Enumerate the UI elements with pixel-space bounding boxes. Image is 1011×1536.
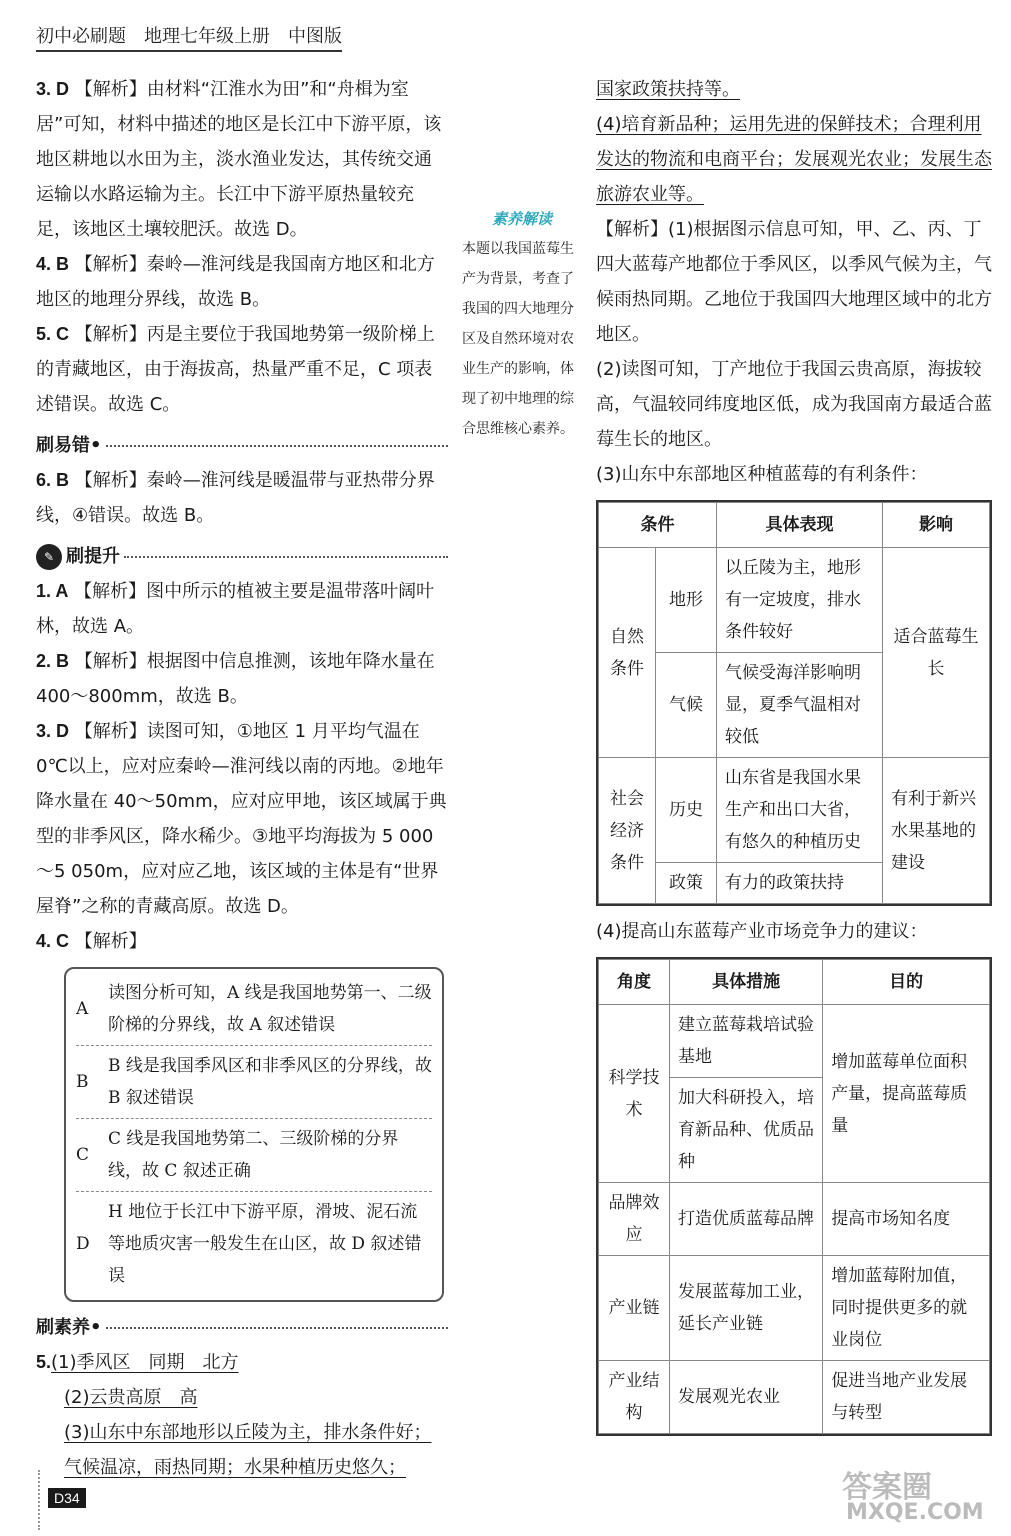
answer-c1: 5.(1)季风区 同期 北方 <box>36 1352 239 1373</box>
watermark-url: MXQE.COM <box>846 1500 984 1525</box>
table-row: 产业链 发展蓝莓加工业，延长产业链 增加蓝莓附加值，同时提供更多的就业岗位 <box>599 1256 990 1361</box>
right-p4: (3)山东中东部地区种植蓝莓的有利条件： <box>596 464 928 485</box>
table-row: 加大科研投入，培育新品种、优质品种 <box>599 1078 990 1183</box>
right-p3: (2)读图可知，丁产地位于我国云贵高原，海拔较高，气温较同纬度地区低，成为我国南方最适合蓝莓生长的地区。 <box>596 359 992 450</box>
left-column <box>36 72 448 1485</box>
conditions-table: 条件 具体表现 影响 自然条件 地形 以丘陵为主，地形有一定坡度，排水条件较好 适合蓝莓生长 气候 气候受海洋影响明显，夏季气温相对较低 社会经济条件 历史 山东省是我国水果生产和出口大省，有悠久的种植历史 有利于新兴水果基地的建设 政策 有力的政策扶持 <box>596 500 992 906</box>
answer-3: 3. D 【解析】由材料“江淮水为田”和“舟楫为室居”可知，材料中描述的地区是长江中下游平原，该地区耕地以水田为主，淡水渔业发达，其传统交通运输以水路运输为主。长江中下游平原热量较充足，该地区土壤较肥沃。故选 D。 <box>36 79 442 240</box>
right-column <box>596 72 992 1436</box>
table-row: 产业结构 发展观光农业 促进当地产业发展与转型 <box>599 1361 990 1434</box>
right-p2: 【解析】(1)根据图示信息可知，甲、乙、丙、丁四大蓝莓产地都位于季风区，以季风气候为主，气候雨热同期。乙地位于我国四大地理区域中的北方地区。 <box>596 219 992 345</box>
answer-b1: 1. A 【解析】图中所示的植被主要是温带落叶阔叶林，故选 A。 <box>36 581 435 637</box>
answer-6: 6. B 【解析】秦岭—淮河线是暖温带与亚热带分界线，④错误。故选 B。 <box>36 470 435 526</box>
option-b: B B 线是我国季风区和非季风区的分界线，故 B 叙述错误 <box>76 1046 432 1119</box>
page-number: D34 <box>48 1488 86 1508</box>
table-row: 政策 有力的政策扶持 <box>599 863 990 904</box>
answer-c1-line3: (3)山东中东部地形以丘陵为主，排水条件好；气候温凉，雨热同期；水果种植历史悠久； <box>64 1422 432 1478</box>
option-d: D H 地位于长江中下游平原，滑坡、泥石流等地质灾害一般发生在山区，故 D 叙述错误 <box>76 1202 422 1286</box>
right-p1: (4)培育新品种；运用先进的保鲜技术；合理利用发达的物流和电商平台；发展观光农业；发展生态旅游农业等。 <box>596 114 992 205</box>
margin-dots <box>38 1470 40 1530</box>
sidebar-text: 本题以我国蓝莓生产为背景，考查了我国的四大地理分区及自然环境对农业生产的影响，体现了初中地理的综合思维核心素养。 <box>462 241 574 437</box>
table-row: 科学技术 建立蓝莓栽培试验基地 增加蓝莓单位面积产量，提高蓝莓质量 <box>599 1005 990 1078</box>
answer-b4: 4. C 【解析】 <box>36 931 147 952</box>
page-header: 初中必刷题 地理七年级上册 中图版 <box>36 22 342 52</box>
suggestions-table: 角度 具体措施 目的 科学技术 建立蓝莓栽培试验基地 增加蓝莓单位面积产量，提高蓝莓质量 加大科研投入，培育新品种、优质品种 品牌效应 打造优质蓝莓品牌 提高市场知名度 产业链 发展蓝莓加工业，延长产业链 增加蓝莓附加值，同时提供更多的就业岗位 产业结构 发展观光农业 促进当地产业发展与转型 <box>596 957 992 1436</box>
table-row: 社会经济条件 历史 山东省是我国水果生产和出口大省，有悠久的种植历史 有利于新兴水果基地的建设 <box>599 758 990 863</box>
section-heading-literacy: 刷素养• <box>36 1310 448 1345</box>
answer-b2: 2. B 【解析】根据图中信息推测，该地年降水量在 400～800mm，故选 B。 <box>36 651 435 707</box>
section-heading-errors: 刷易错• <box>36 428 448 463</box>
section-heading-improve: ✎ 刷提升 <box>36 539 448 574</box>
answer-b3: 3. D 【解析】读图可知，①地区 1 月平均气温在 0℃以上，应对应秦岭—淮河线以南的丙地。②地年降水量在 40～50mm，应对应甲地，该区域属于典型的非季风区，降水稀少。③地平均海拔为 5 000～5 050m，应对应乙地，该区域的主体是有“世界屋脊”之称的青藏高原。故选 D。 <box>36 721 447 917</box>
table-row: 品牌效应 打造优质蓝莓品牌 提高市场知名度 <box>599 1183 990 1256</box>
right-p0: 国家政策扶持等。 <box>596 79 740 100</box>
option-a: A 读图分析可知，A 线是我国地势第一、二级阶梯的分界线，故 A 叙述错误 <box>76 973 432 1046</box>
answer-c1-line2: (2)云贵高原 高 <box>64 1387 198 1408</box>
sidebar-title: 素养解读 <box>491 210 552 228</box>
literacy-sidebar <box>462 204 582 444</box>
option-c: C C 线是我国地势第二、三级阶梯的分界线，故 C 叙述正确 <box>76 1119 432 1192</box>
options-box <box>64 967 444 1302</box>
watermark: 答案圈 <box>842 1470 932 1505</box>
answer-5: 5. C 【解析】丙是主要位于我国地势第一级阶梯上的青藏地区，由于海拔高，热量严重不足，C 项表述错误。故选 C。 <box>36 324 435 415</box>
right-p5: (4)提高山东蓝莓产业市场竞争力的建议： <box>596 921 928 942</box>
pencil-badge-icon: ✎ <box>36 544 62 570</box>
answer-4: 4. B 【解析】秦岭—淮河线是我国南方地区和北方地区的地理分界线，故选 B。 <box>36 254 435 310</box>
table-row: 气候 气候受海洋影响明显，夏季气温相对较低 <box>599 653 990 758</box>
table-row: 自然条件 地形 以丘陵为主，地形有一定坡度，排水条件较好 适合蓝莓生长 <box>599 548 990 653</box>
